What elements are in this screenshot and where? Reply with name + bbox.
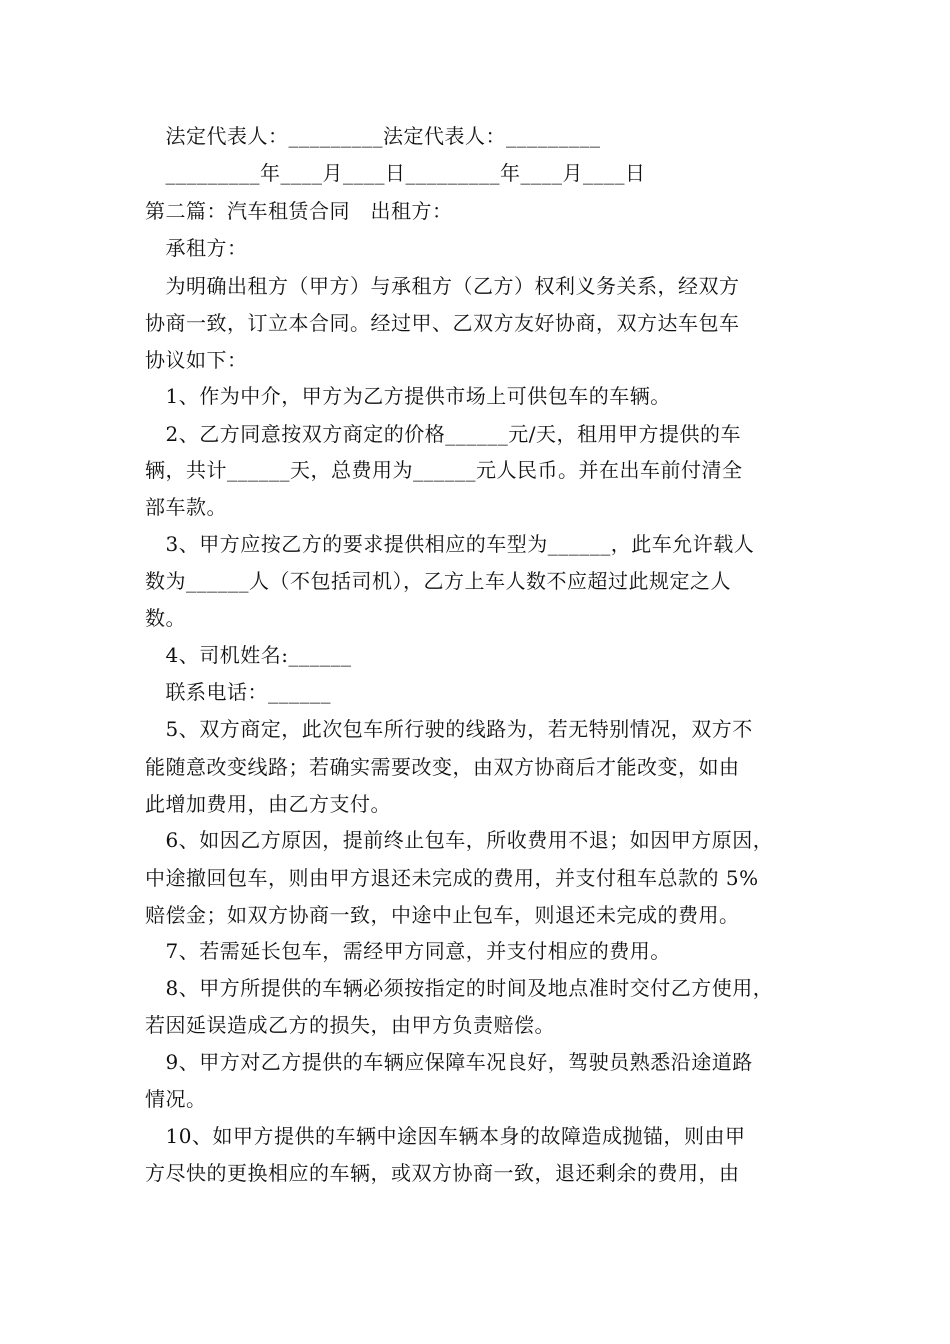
text-line: 8、甲方所提供的车辆必须按指定的时间及地点准时交付乙方使用， — [145, 976, 774, 1000]
text-line: 方尽快的更换相应的车辆，或双方协商一致，退还剩余的费用，由 — [145, 1161, 740, 1185]
text-line: 数为______人（不包括司机），乙方上车人数不应超过此规定之人 — [145, 569, 731, 593]
text-line: 承租方： — [145, 236, 248, 260]
text-line: 能随意改变线路；若确实需要改变，由双方协商后才能改变，如由 — [145, 755, 740, 779]
text-line: 此增加费用，由乙方支付。 — [145, 792, 391, 816]
text-line: 5、双方商定，此次包车所行驶的线路为，若无特别情况，双方不 — [145, 717, 753, 741]
text-line: 7、若需延长包车，需经甲方同意，并支付相应的费用。 — [145, 939, 671, 963]
text-line: _________年____月____日_________年____月____日 — [145, 161, 646, 185]
text-line: 情况。 — [145, 1087, 207, 1111]
text-line: 10、如甲方提供的车辆中途因车辆本身的故障造成抛锚，则由甲 — [145, 1124, 746, 1148]
text-line: 4、司机姓名:______ — [145, 643, 352, 667]
text-line: 协商一致，订立本合同。经过甲、乙双方友好协商，双方达车包车 — [145, 311, 740, 335]
text-line: 第二篇：汽车租赁合同 出租方： — [145, 199, 453, 223]
text-line: 部车款。 — [145, 495, 227, 519]
text-line: 法定代表人：_________法定代表人：_________ — [145, 124, 601, 148]
text-line: 1、作为中介，甲方为乙方提供市场上可供包车的车辆。 — [145, 384, 671, 408]
text-line: 若因延误造成乙方的损失，由甲方负责赔偿。 — [145, 1013, 555, 1037]
text-line: 9、甲方对乙方提供的车辆应保障车况良好，驾驶员熟悉沿途道路 — [145, 1050, 753, 1074]
text-line: 数。 — [145, 606, 186, 630]
text-line: 中途撤回包车，则由甲方退还未完成的费用，并支付租车总款的 5% — [145, 866, 759, 890]
text-line: 协议如下： — [145, 348, 248, 372]
text-line: 联系电话：______ — [145, 680, 331, 704]
text-line: 为明确出租方（甲方）与承租方（乙方）权利义务关系，经双方 — [145, 274, 740, 298]
text-line: 3、甲方应按乙方的要求提供相应的车型为______，此车允许载人 — [145, 532, 755, 556]
text-line: 辆，共计______天，总费用为______元人民币。并在出车前付清全 — [145, 458, 743, 482]
text-line: 赔偿金；如双方协商一致，中途中止包车，则退还未完成的费用。 — [145, 903, 740, 927]
text-line: 2、乙方同意按双方商定的价格______元/天，租用甲方提供的车 — [145, 422, 741, 446]
text-line: 6、如因乙方原因，提前终止包车，所收费用不退；如因甲方原因， — [145, 828, 774, 852]
